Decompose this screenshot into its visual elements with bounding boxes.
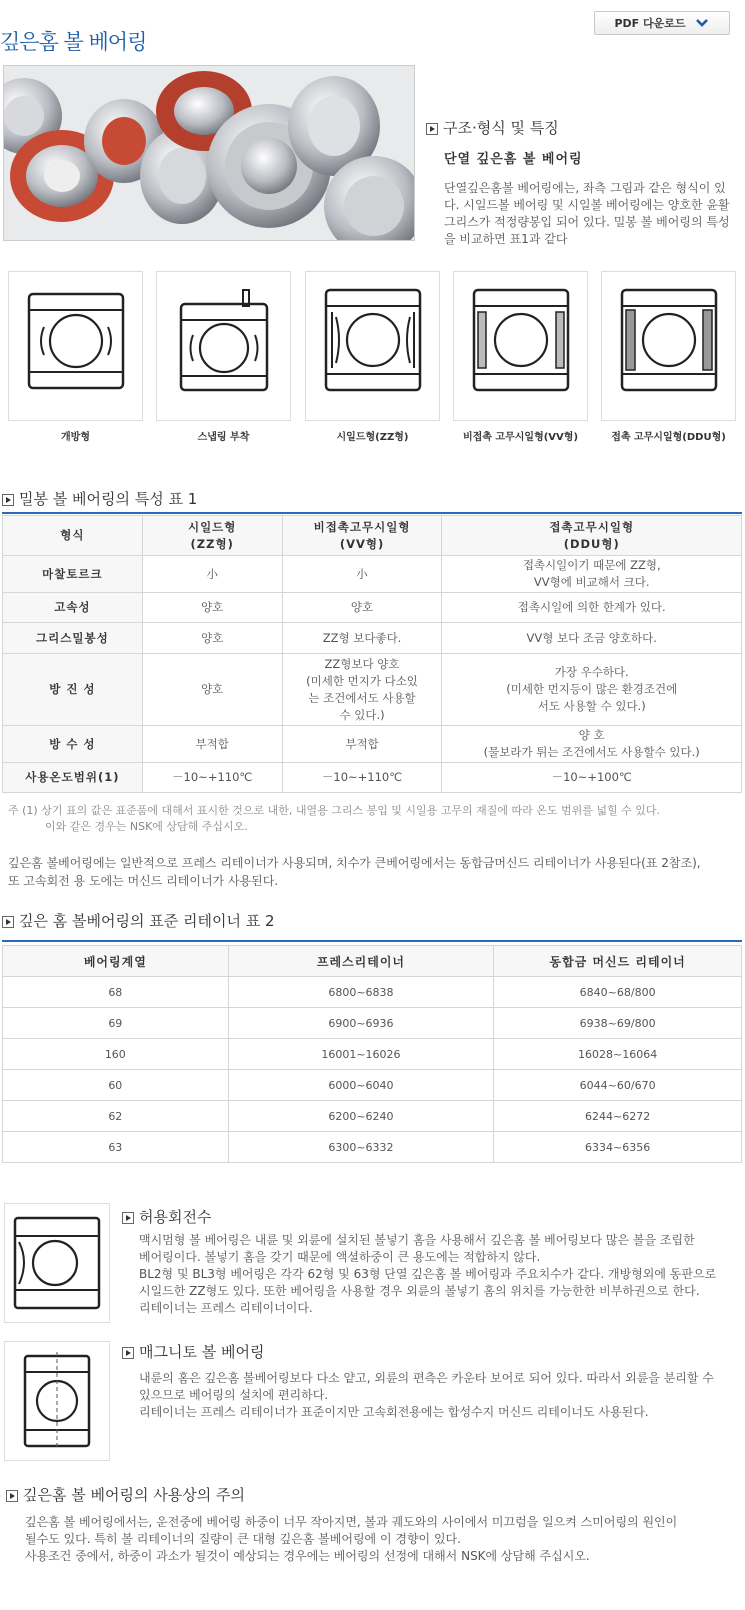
diagram-label: 개방형	[61, 432, 90, 443]
diagram-magneto	[4, 1341, 110, 1461]
section-divider	[2, 940, 742, 942]
page-title: 깊은홈 볼 베어링	[0, 30, 147, 54]
table1-note: 주 (1) 상기 표의 값은 표준품에 대해서 표시한 것으로 내한, 내열용 그리스 봉입 및 시일용 고무의 재질에 따라 온도 범위를 넓힐 수 있다.	[8, 804, 661, 817]
table-row: 사용온도범위(1) －10~+110℃ －10~+110℃ －10~+100℃	[3, 763, 742, 793]
table-sealed-bearing-characteristics	[2, 515, 742, 793]
bullet-icon	[2, 494, 14, 506]
diagram-label: 스냅링 부착	[197, 432, 250, 443]
diagram-open-type	[8, 271, 143, 421]
caution-text: 깊은홈 볼 베어링에서는, 운전중에 베어링 하중이 너무 작아지면, 볼과 궤도와의 사이에서 미끄럼을 일으켜 스미어링의 원인이 될수도 있다. 특히 볼 리테이너의 질량이 큰 대형 깊은홈 볼베어링에 이 경향이 있다. 사용조건 중에서, 하중이 과소가 될것이 예상되는 경우에는 베어링의 선정에 대해서 NSK에 상담해 주십시오.	[25, 1515, 678, 1563]
table-row: 60 6000~6040 6044~60/670	[3, 1070, 742, 1101]
table-row: 62 6200~6240 6244~6272	[3, 1101, 742, 1132]
pdf-download-label: PDF 다운로드	[614, 17, 686, 30]
table-row: 63 6300~6332 6334~6356	[3, 1132, 742, 1163]
table-row: 고속성 양호 양호 접촉시일에 의한 한계가 있다.	[3, 593, 742, 623]
diagram-max-type	[4, 1203, 110, 1323]
section-divider	[2, 512, 742, 514]
allow-text: 맥시멈형 볼 베어링은 내륜 및 외륜에 설치된 볼넣기 홈을 사용해서 깊은홈 볼 베어링보다 많은 볼을 조립한 베어링이다. 볼넣기 홈을 갖기 때문에 액셜하중이 큰 용도에는 적합하지 않다. BL2형 및 BL3형 베어링은 각각 62형 및 63형 단열 깊은홈 볼 베어링과 주요치수가 같다. 개방형외에 동판으로 시일드한 ZZ형도 있다. 또한 베어링을 사용할 경우 외륜의 볼넣기 홈의 위치를 가능한한 비부하권으로 한다. 리테이너는 프레스 리테이너이다.	[139, 1233, 717, 1315]
table-row: 방 진 성 양호 ZZ형보다 양호 (미세한 먼지가 다소있 는 조건에서도 사용할 수 있다.) 가장 우수하다. (미세한 먼지등이 많은 환경조건에 서도 사용할 수 있다.)	[3, 654, 742, 726]
table-row: 방 수 성 부적합 부적합 양 호 (물보라가 튀는 조건에서도 사용할수 있다.)	[3, 726, 742, 763]
diagram-label: 비접촉 고무시일형(VV형)	[462, 432, 579, 443]
table-header-row	[3, 516, 742, 556]
diagram-shield-type	[305, 271, 440, 421]
structure-heading: 구조·형식 및 특징	[426, 117, 559, 138]
bullet-icon	[122, 1347, 134, 1359]
bearings-photo	[3, 65, 415, 241]
diagram-label: 시일드형(ZZ형)	[336, 432, 409, 443]
table-row: 68 6800~6838 6840~68/800	[3, 977, 742, 1008]
diagram-snap-ring	[156, 271, 291, 421]
bullet-icon	[122, 1212, 134, 1224]
magneto-text: 내륜의 홈은 깊은홈 볼베어링보다 다소 얕고, 외륜의 편측은 카운타 보어로 되어 있다. 따라서 외륜을 분리할 수 있으므로 베어링의 설치에 편리하다. 리테이너는 프레스 리테이너가 표준이지만 고속회전용에는 합성수지 머신드 리테이너도 사용된다.	[139, 1371, 714, 1419]
header-cell: 접촉고무시일형 (DDU형)	[442, 516, 742, 556]
retainer-paragraph: 또 고속회전 용 도에는 머신드 리테이너가 사용된다.	[8, 874, 279, 888]
header-cell: 형식	[3, 516, 143, 556]
table-standard-retainers	[2, 945, 742, 1163]
chevron-down-icon	[694, 15, 710, 31]
header-cell: 비접촉고무시일형 (VV형)	[282, 516, 442, 556]
table-row: 마찰토르크 小 小 접촉시일이기 때문에 ZZ형, VV형에 비교해서 크다.	[3, 556, 742, 593]
retainer-paragraph: 깊은홈 볼베어링에는 일반적으로 프레스 리테이너가 사용되며, 치수가 큰베어링에서는 동합금머신드 리테이너가 사용된다(표 2참조),	[8, 856, 701, 870]
allow-heading: 허용회전수	[122, 1206, 211, 1227]
structure-description: 단열깊은홈볼 베어링에는, 좌측 그림과 같은 형식이 있다. 시일드볼 베어링 및 시일볼 베어링에는 양호한 윤활그리스가 적정량봉입 되어 있다. 밀봉 볼 베어링의 특성을 비교하면 표1과 같다	[444, 181, 730, 246]
diagram-contact-seal	[601, 271, 736, 421]
table1-note: 이와 같은 경우는 NSK에 상담해 주십시오.	[45, 820, 248, 833]
bullet-icon	[2, 916, 14, 928]
table-row: 69 6900~6936 6938~69/800	[3, 1008, 742, 1039]
table1-title: 밀봉 볼 베어링의 특성 표 1	[2, 488, 197, 509]
caution-heading: 깊은홈 볼 베어링의 사용상의 주의	[6, 1484, 245, 1505]
diagram-label: 접촉 고무시일형(DDU형)	[611, 432, 726, 443]
header-cell: 시일드형 (ZZ형)	[142, 516, 282, 556]
table-header-row: 베어링계열 프레스리테이너 동합금 머신드 리테이너	[3, 946, 742, 977]
pdf-download-button[interactable]	[594, 11, 730, 35]
bullet-icon	[426, 123, 438, 135]
magneto-heading: 매그니토 볼 베어링	[122, 1341, 264, 1362]
table-row: 그리스밀봉성 양호 ZZ형 보다좋다. VV형 보다 조금 양호하다.	[3, 623, 742, 654]
table2-title: 깊은 홈 볼베어링의 표준 리테이너 표 2	[2, 910, 275, 931]
table-row: 160 16001~16026 16028~16064	[3, 1039, 742, 1070]
bullet-icon	[6, 1490, 18, 1502]
structure-subheading: 단열 깊은홈 볼 베어링	[444, 152, 583, 167]
diagram-non-contact-seal	[453, 271, 588, 421]
